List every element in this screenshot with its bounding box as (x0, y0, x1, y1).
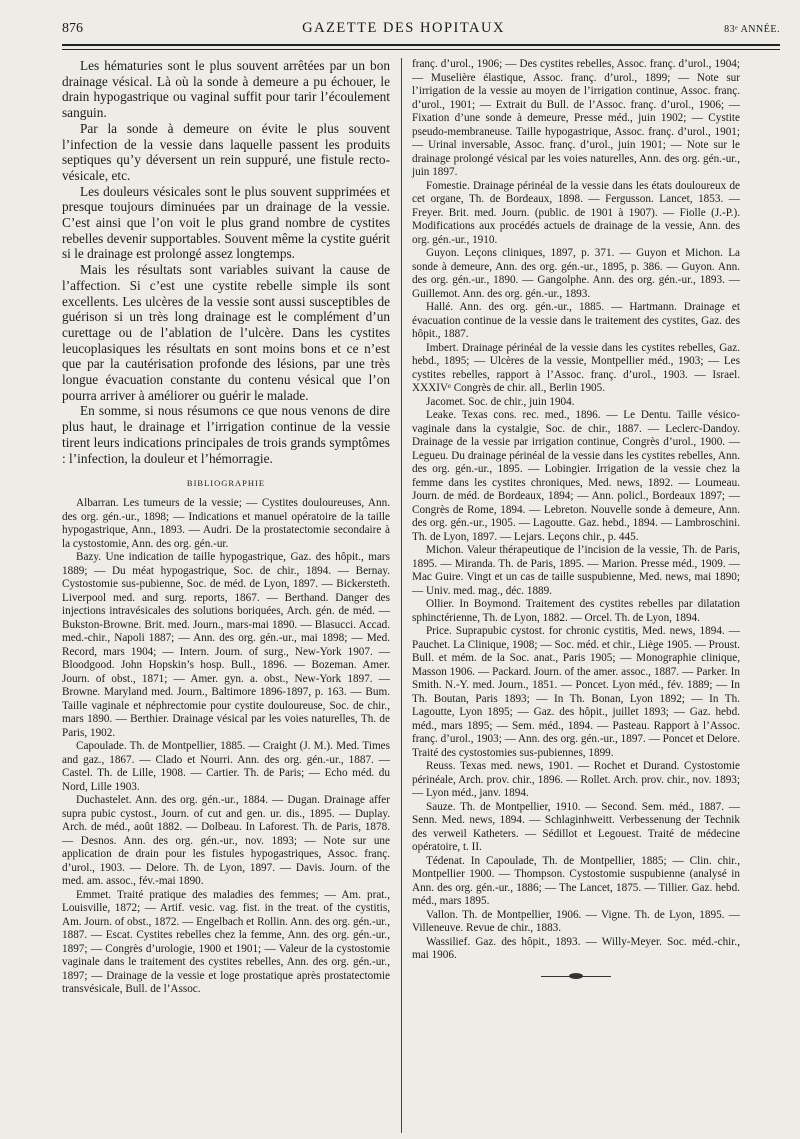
paragraph: En somme, si nous résumons ce que nous venons de dire plus haut, le drainage et l’irrigation continue de la vessie tirent leurs indications principales de trois grands symptômes : l’infection, la douleur et l’hémorragie. (62, 403, 390, 466)
bibliography-entry: Wassilief. Gaz. des hôpit., 1893. — Willy-Meyer. Soc. méd.-chir., mai 1906. (412, 935, 740, 961)
bibliography-entry: Vallon. Th. de Montpellier, 1906. — Vigne. Th. de Lyon, 1895. — Villeneuve. Revue de chir., 1883. (412, 908, 740, 934)
page-number: 876 (62, 21, 83, 36)
bibliography-entry: Jacomet. Soc. de chir., juin 1904. (426, 395, 575, 408)
bibliography-entry: Duchastelet. Ann. des org. gén.-ur., 1884. — Dugan. Drainage affer supra pubic cystost., Journ. of cut and gen. ur. dis., 1895. — Duplay. Arch. de méd., août 1882. — Dolbeau. In Laforest. Th. de Paris, 1878. — Desnos. Ann. des org. gén.-ur., nov. 1893; — Note sur une application de drain pour les fistules hypogastriques, Assoc. franç. d’urol., 1903. — Delore. Th. de Lyon, 1897. — Davis. Journ. of the med. am. assoc., fév.-mai 1890. (62, 794, 390, 888)
bibliography-entry: Capoulade. Th. de Montpellier, 1885. — Craight (J. M.). Med. Times and gaz., 1867. — Clado et Nourri. Ann. des org. gén.-ur., 1887. — Castel. Th. de Lille, 1908. — Cartier. Th. de Paris; — Echo méd. du Nord, Lille 1903. (62, 740, 390, 793)
edition-label: 83ᵉ ANNÉE. (724, 24, 780, 35)
bibliography-entry: Bazy. Une indication de taille hypogastrique, Gaz. des hôpit., mars 1889; — Du méat hypogastrique, Soc. de chir., 1894. — Bernay. Cystostomie sus-pubienne, Soc. de méd. de Lyon, 1897. — Bickersteth. Liverpool med. and surg. reports, 1867. — Berthand. Danger des injections intravésicales des solutions boriquées, Arch. gén. de méd. — Bukston-Browne. Brit. med. Journ., mars-mai 1890. — Blasucci. Accad. med.-chir., Napoli 1887; — Ann. des org. gén.-ur., mai 1898; — Med. Record, mars 1904; — Intern. Journ. of surg., New-York 1907. — Bloodgood. John Hopskin’s hosp. Bull., 1896. — Bozeman. Amer. Journ. of obst., 1871; — Amer. gyn. a. obst., New-York 1897. — Browne. Maryland med. Journ., Baltimore 1896-1897, p. 163. — Bum. Taille vaginale et néphrectomie pour cystite douloureuse, Soc. de chir., mars 1890. — Berthier. Drainage vésical par les voies naturelles, Th. de Paris, 1902. (62, 551, 390, 739)
bibliography-entry: franç. d’urol., 1906; — Des cystites rebelles, Assoc. franç. d’urol., 1904; — Muselière élastique, Assoc. franç. d’urol., 1899; — Note sur l’irrigation de la vessie au moyen de l’irrigation continue, Assoc. franç. d’urol., 1901; — Extrait du Bull. de l’Assoc. franç. d’urol., 1906; — Fixation d’une sonde à demeure, Presse méd., juin 1902; — Cystite pseudo-membraneuse. Taille hypogastrique, Assoc. franç. d’urol., 1901; — Urinal inversable, Assoc. franç. d’urol., juin 1901; — Note sur le drainage prolongé vésical par les voies naturelles, Ann. des org. gén.-ur., juin 1897. (412, 58, 740, 178)
bibliography-left (62, 497, 390, 997)
header-rule-thick (62, 44, 780, 46)
bibliography-entry: Albarran. Les tumeurs de la vessie; — Cystites douloureuses, Ann. des org. gén.-ur., 1898; — Indications et manuel opératoire de la taille hypogastrique, Ann., 1893. — Audri. De la prostatectomie secondaire à la cystostomie, Ann. des org. gén.-ur. (62, 497, 390, 550)
right-column (412, 58, 740, 981)
article-body (62, 58, 390, 466)
running-header (62, 20, 780, 42)
bibliography-entry: Emmet. Traité pratique des maladies des femmes; — Am. prat., Louisville, 1872; — Artif. vesic. vag. fist. in the treat. of the cystitis, Am. Journ. of obst., 1872. — Engelbach et Rollin. Ann. des org. gén.-ur., 1887. — Escat. Cystites rebelles chez la femme, Ann. des org. gén.-ur., 1897; — Congrès d’urologie, 1900 et 1901; — Valeur de la cystostomie vaginale dans le traitement des cystites rebelles, Ann. des org. gén.-ur., 1897; — Drainage de la vessie et loge prostatique après prostatectomie transvésicale, Bull. de l’Assoc. (62, 888, 390, 996)
bibliography-entry: Ollier. In Boymond. Traitement des cystites rebelles par dilatation sphinctérienne, Th. de Lyon, 1882. — Orcel. Th. de Lyon, 1894. (412, 598, 740, 624)
bibliography-entry: Reuss. Texas med. news, 1901. — Rochet et Durand. Cystostomie périnéale, Arch. prov. chir., 1896. — Rollet. Arch. prov. chir., nov. 1893; — Lyon méd., janv. 1894. (412, 760, 740, 799)
bibliography-entry: Fomestie. Drainage périnéal de la vessie dans les états douloureux de cet organe, Th. de Bordeaux, 1898. — Fergusson. Lancet, 1853. — Freyer. Brit. med. Journ. (public. de 1901 à 1907). — Fiolle (J.-P.). Modifications aux procédés actuels de drainage de la vessie, Ann. des org. gén.-ur., 1910. (412, 179, 740, 246)
bibliography-entry: Price. Suprapubic cystost. for chronic cystitis, Med. news, 1894. — Pauchet. La Clinique, 1908; — Soc. méd. et chir., Liège 1905. — Proust. Bull. et mém. de la Soc. anat., Paris 1905; — Monographie clinique, Masson 1906. — Packard. Journ. of the amer. assoc., 1887. — Parker. In Smith. N.-Y. med. Journ., 1851. — Poncet. Lyon méd., fév. 1889; — In Th. Boutan, Paris 1893; — In Th. Bonan, Lyon 1892; — In Th. Lagoutte, Lyon 1895; — Gaz. des hôpit., juillet 1893; — Gaz. hebd. méd., mars 1895; — Sem. méd., 1894. — Pasteau. Rapport à l’Assoc. franç. d’urol., 1903; — Ann. des org. gén.-ur., 1897. — Poncet et Delore. Traité des cystostomies sus-pubiennes, 1899. (412, 625, 740, 759)
end-ornament (541, 973, 611, 981)
bibliography-entry: Michon. Valeur thérapeutique de l’incision de la vessie, Th. de Paris, 1895. — Miranda. Th. de Paris, 1895. — Marion. Presse méd., 1909. — Mac Guire. Vingt et un cas de taille suspubienne, Med. news, mai 1890; — Univ. med. mag., déc. 1889. (412, 544, 740, 597)
bibliography-entry: Leake. Texas cons. rec. med., 1896. — Le Dentu. Taille vésico-vaginale dans la cystalgie, Soc. de chir., 1887. — Leclerc-Dandoy. Drainage de la vessie par irrigation continue, Congrès d’urol., 1900. — Legueu. Du drainage périnéal de la vessie dans les cystites rebelles, Ann. des org. gén.-ur., 1895. — Lobingier. Irrigation de la vessie chez la femme dans les cystites chroniques, Med. news, 1892. — Loumeau. Journ. de méd. de Bordeaux, 1894; — Ann. policl., Bordeaux 1897; — Congrès de Rome, 1894. — Lebreton. Nouvelle sonde à demeure, Ann. des org. gén.-ur., 1905. — Lagoutte. Gaz. hebd., 1894. — Lambroschini. Th. de Lyon, 1897. — Lejars. Leçons chir., p. 445. (412, 409, 740, 543)
paragraph: Par la sonde à demeure on évite le plus souvent l’infection de la vessie dans laquelle passent les produits septiques qu’y déversent un rein suppuré, une fistule recto-vésicale, etc. (62, 120, 390, 183)
bibliography-right (412, 58, 740, 963)
paragraph: Les hématuries sont le plus souvent arrêtées par un bon drainage vésical. Là où la sonde à demeure a pu échouer, le drain hypogastrique ou vaginal suffit pour tarir l’écoulement sanguin. (62, 58, 390, 121)
paragraph: Mais les résultats sont variables suivant la cause de l’affection. Si c’est une cystite rebelle simple ils sont excellents. Les ulcères de la vessie sont aussi susceptibles de guérison si un très long drainage est le complément d’un curettage ou de l’ablation de l’ulcère. Dans les cystites leucoplasiques les résultats en sont moins bons et ce n’est que par la cautérisation profonde des lésions, par une très longue évacuation constante du contenu vésical que l’on pourra arriver à améliorer ou guérir le malade. (62, 262, 390, 403)
journal-title: GAZETTE DES HOPITAUX (302, 20, 505, 36)
column-divider (401, 58, 402, 1133)
header-rule-thin (62, 49, 780, 50)
bibliography-entry: Tédenat. In Capoulade, Th. de Montpellier, 1885; — Clin. chir., Montpellier 1900. — Thompson. Cystostomie suspubienne (analysé in Ann. des org. gén.-ur., 1886; — The Lancet, 1875. — Tillier. Gaz. hebd. méd., mars 1895. (412, 854, 740, 907)
bibliography-heading: BIBLIOGRAPHIE (186, 478, 266, 489)
bibliography-entry: Guyon. Leçons cliniques, 1897, p. 371. — Guyon et Michon. La sonde à demeure, Ann. des org. gén.-ur., 1895, p. 386. — Guyon. Ann. des org. gén.-ur., 1890. — Gangolphe. Ann. des org. gén.-ur., 1893. — Guillemot. Ann. des org. gén.-ur., 1893. (412, 247, 740, 300)
bibliography-entry: Sauze. Th. de Montpellier, 1910. — Second. Sem. méd., 1887. — Senn. Med. news, 1894. — Schlaginhweitt. Verbessenung der Technik des verweil Katheters. — Sédillot et Legouest. Traité de médecine opératoire, t. II. (412, 800, 740, 853)
left-column (62, 58, 390, 997)
paragraph: Les douleurs vésicales sont le plus souvent supprimées et presque toujours diminuées par un drainage de la vessie. C’est ainsi que l’on voit le plus grand nombre de cystites rebelles devenir supportables. Souvent même la cystite guérit si le drainage est prolongé assez longtemps. (62, 183, 390, 262)
bibliography-entry: Imbert. Drainage périnéal de la vessie dans les cystites rebelles, Gaz. hebd., 1895; — Ulcères de la vessie, Montpellier méd., 1903; — Les cystites rebelles, rapport à l’Assoc. franç. d’urol., 1903. — Israel. XXXIVᵉ Congrès de chir. all., Berlin 1905. (412, 341, 740, 394)
bibliography-entry: Hallé. Ann. des org. gén.-ur., 1885. — Hartmann. Drainage et évacuation continue de la vessie dans le traitement des cystites, Gaz. des hôpit., 1887. (412, 301, 740, 340)
